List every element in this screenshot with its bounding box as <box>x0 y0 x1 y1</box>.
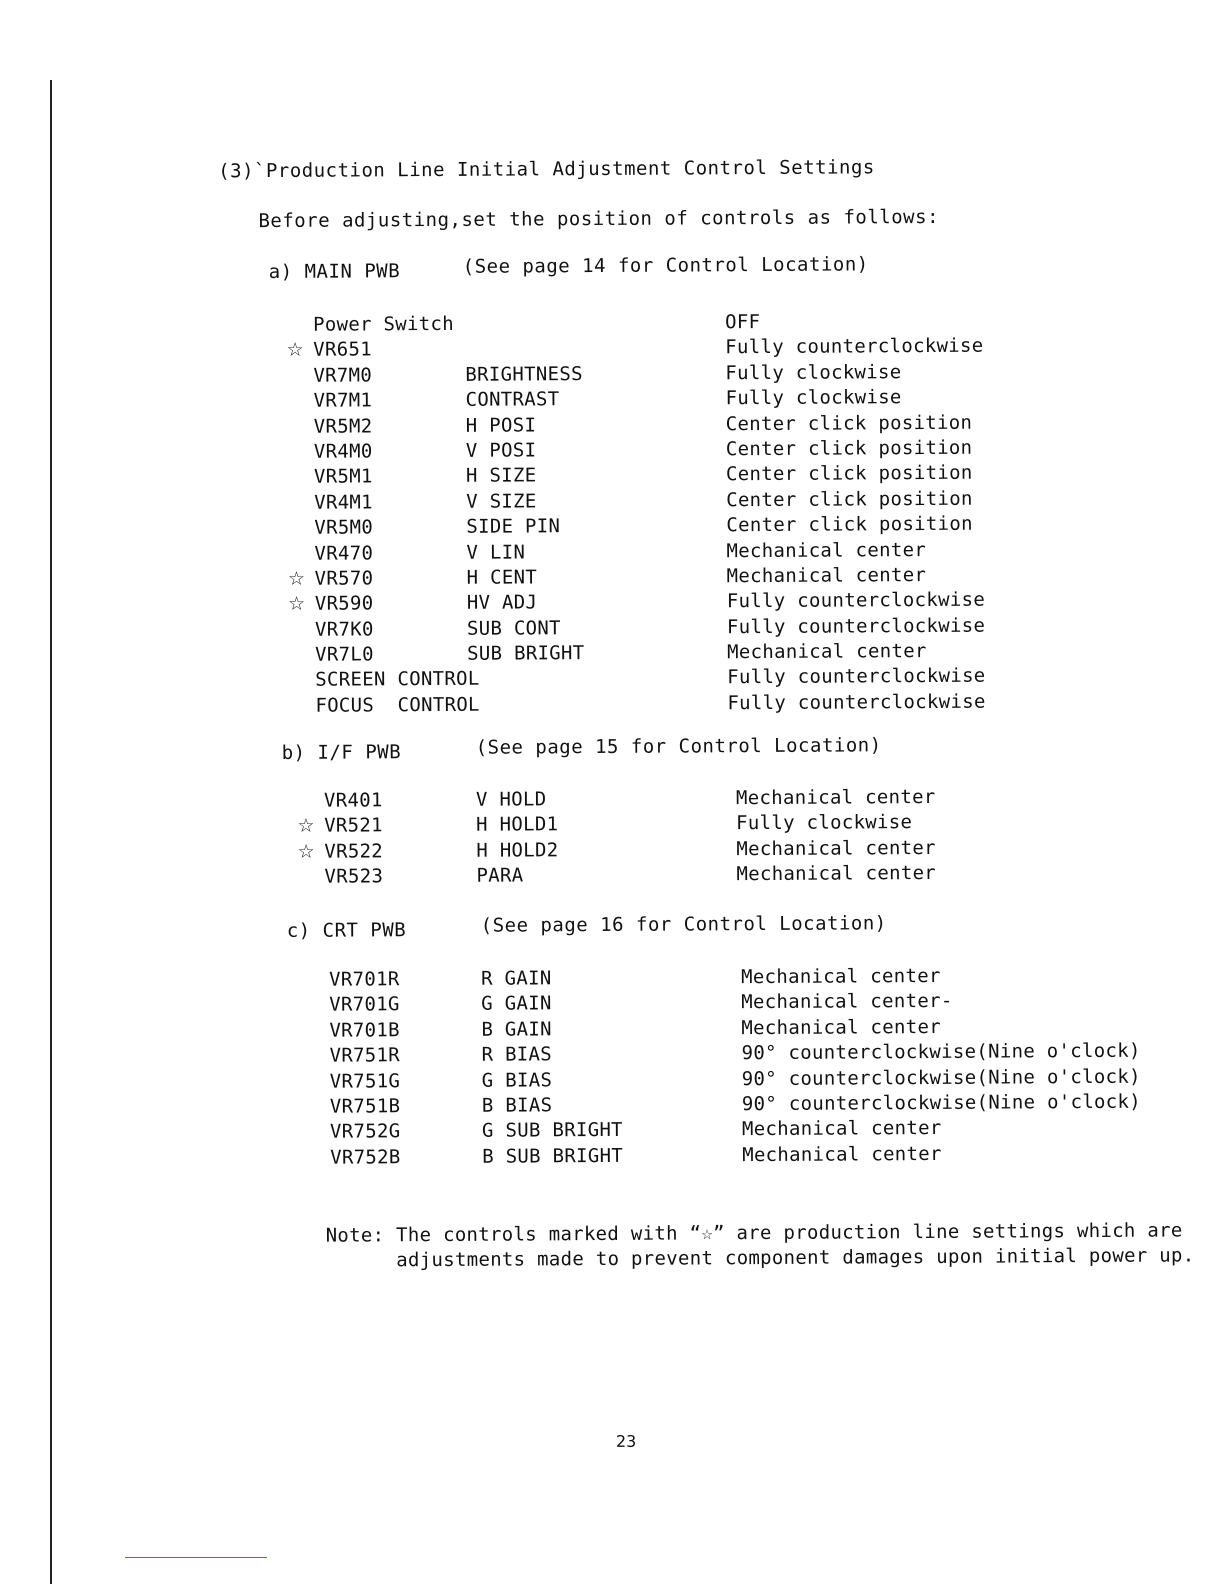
function-name: B GAIN <box>481 1017 552 1043</box>
setting-value: Center click position <box>726 410 973 437</box>
setting-value: Fully counterclockwise <box>727 690 985 717</box>
function-name: BRIGHTNESS <box>465 362 583 388</box>
setting-value: Fully clockwise <box>725 360 901 386</box>
function-name: H CENT <box>467 565 538 591</box>
control-name: VR5M2 <box>314 414 373 440</box>
section-b-table <box>324 789 325 891</box>
star-icon: ☆ <box>283 338 307 364</box>
function-name: G SUB BRIGHT <box>482 1118 623 1144</box>
section-c-reference: (See page 16 for Control Location) <box>481 912 887 936</box>
page-heading: (3)`Production Line Initial Adjustment Control Settings <box>218 156 875 182</box>
setting-value: 90° counterclockwise(Nine o'clock) <box>741 1039 1140 1067</box>
section-a-title: a) MAIN PWB <box>269 260 400 283</box>
control-name: VR470 <box>314 541 373 567</box>
setting-value: Center click position <box>726 461 973 488</box>
control-name: VR7L0 <box>315 642 374 668</box>
control-name: VR751G <box>330 1069 401 1095</box>
control-name: VR590 <box>315 592 374 618</box>
control-name: VR7M0 <box>313 363 372 389</box>
control-name: VR523 <box>324 864 383 890</box>
star-icon: ☆ <box>294 814 318 840</box>
function-name: V POSI <box>466 438 537 464</box>
control-name: VR752B <box>330 1145 401 1171</box>
function-name: PARA <box>476 864 523 890</box>
function-name: G BIAS <box>482 1068 553 1094</box>
control-name: VR522 <box>324 839 383 865</box>
setting-value: Mechanical center <box>741 1015 941 1042</box>
setting-value: Center click position <box>726 486 973 513</box>
footnote-line-2: adjustments made to prevent component damages upon initial power up. <box>326 1244 1195 1271</box>
function-name: G GAIN <box>481 992 552 1018</box>
setting-value: Fully clockwise <box>725 385 901 411</box>
control-name: VR7M1 <box>313 389 372 415</box>
function-name: R GAIN <box>481 966 552 992</box>
control-name: VR751B <box>330 1094 401 1120</box>
control-name: VR751R <box>329 1043 400 1069</box>
control-name: VR4M1 <box>314 490 373 516</box>
setting-value: Center click position <box>726 512 973 539</box>
function-name: H POSI <box>466 413 537 439</box>
setting-value: Fully counterclockwise <box>725 334 983 361</box>
function-name: SIDE PIN <box>466 514 560 540</box>
function-name: CONTRAST <box>465 387 559 413</box>
setting-value: Fully counterclockwise <box>727 664 985 691</box>
star-icon: ☆ <box>285 567 309 593</box>
section-a-reference: (See page 14 for Control Location) <box>463 253 869 277</box>
setting-value: Mechanical center <box>736 861 936 888</box>
function-name: V HOLD <box>476 787 547 813</box>
control-name: VR5M0 <box>314 516 373 542</box>
function-name: HV ADJ <box>467 591 538 617</box>
function-name: B SUB BRIGHT <box>482 1144 623 1170</box>
setting-value: OFF <box>725 310 760 336</box>
control-name: VR5M1 <box>314 465 373 491</box>
footnote-line-1: Note: The controls marked with “☆” are production line settings which are <box>326 1219 1183 1246</box>
setting-value: Mechanical center <box>742 1116 942 1143</box>
function-name: V LIN <box>466 540 525 566</box>
setting-value: Mechanical center <box>727 563 927 590</box>
star-icon: ☆ <box>285 592 309 618</box>
star-icon: ☆ <box>294 840 318 866</box>
setting-value: Mechanical center <box>741 964 941 991</box>
setting-value: Mechanical center <box>727 639 927 666</box>
function-name: H SIZE <box>466 464 537 490</box>
control-name: VR570 <box>315 566 374 592</box>
function-name: V SIZE <box>466 489 537 515</box>
setting-value: 90° counterclockwise(Nine o'clock) <box>742 1064 1141 1092</box>
control-name: VR752G <box>330 1120 401 1146</box>
footnote <box>326 1218 1195 1273</box>
setting-value: Mechanical center <box>742 1142 942 1169</box>
setting-value: Center click position <box>726 436 973 463</box>
setting-value: Fully counterclockwise <box>727 588 985 615</box>
control-name: FOCUS CONTROL <box>315 693 480 719</box>
function-name: B BIAS <box>482 1093 553 1119</box>
setting-value: Fully clockwise <box>736 810 912 836</box>
control-name: VR701G <box>329 993 400 1019</box>
control-name: VR4M0 <box>314 439 373 465</box>
function-name: SUB CONT <box>467 616 561 642</box>
section-b-title: b) I/F PWB <box>282 741 402 764</box>
intro-text: Before adjusting,set the position of controls as follows: <box>258 206 939 232</box>
control-name: VR401 <box>324 788 383 814</box>
control-name: VR701B <box>329 1018 400 1044</box>
control-name: VR651 <box>313 338 372 364</box>
function-name: H HOLD1 <box>476 813 558 839</box>
section-b-reference: (See page 15 for Control Location) <box>476 734 882 758</box>
control-name: SCREEN CONTROL <box>315 667 480 693</box>
control-name: VR521 <box>324 814 383 840</box>
setting-value: Mechanical center <box>736 836 936 863</box>
setting-value: Mechanical center- <box>741 989 952 1016</box>
section-a-table <box>313 313 315 719</box>
control-name: VR701R <box>329 967 400 993</box>
function-name: R BIAS <box>481 1042 552 1068</box>
function-name: H HOLD2 <box>476 838 558 864</box>
control-name: VR7K0 <box>315 617 374 643</box>
setting-value: Fully counterclockwise <box>727 613 985 640</box>
section-c-table <box>329 968 330 1171</box>
setting-value: Mechanical center <box>736 785 936 812</box>
page-number: 23 <box>616 1432 636 1451</box>
control-name: Power Switch <box>313 312 454 338</box>
setting-value: 90° counterclockwise(Nine o'clock) <box>742 1090 1141 1118</box>
function-name: SUB BRIGHT <box>467 641 585 667</box>
setting-value: Mechanical center <box>726 538 926 565</box>
section-c-title: c) CRT PWB <box>287 919 407 942</box>
